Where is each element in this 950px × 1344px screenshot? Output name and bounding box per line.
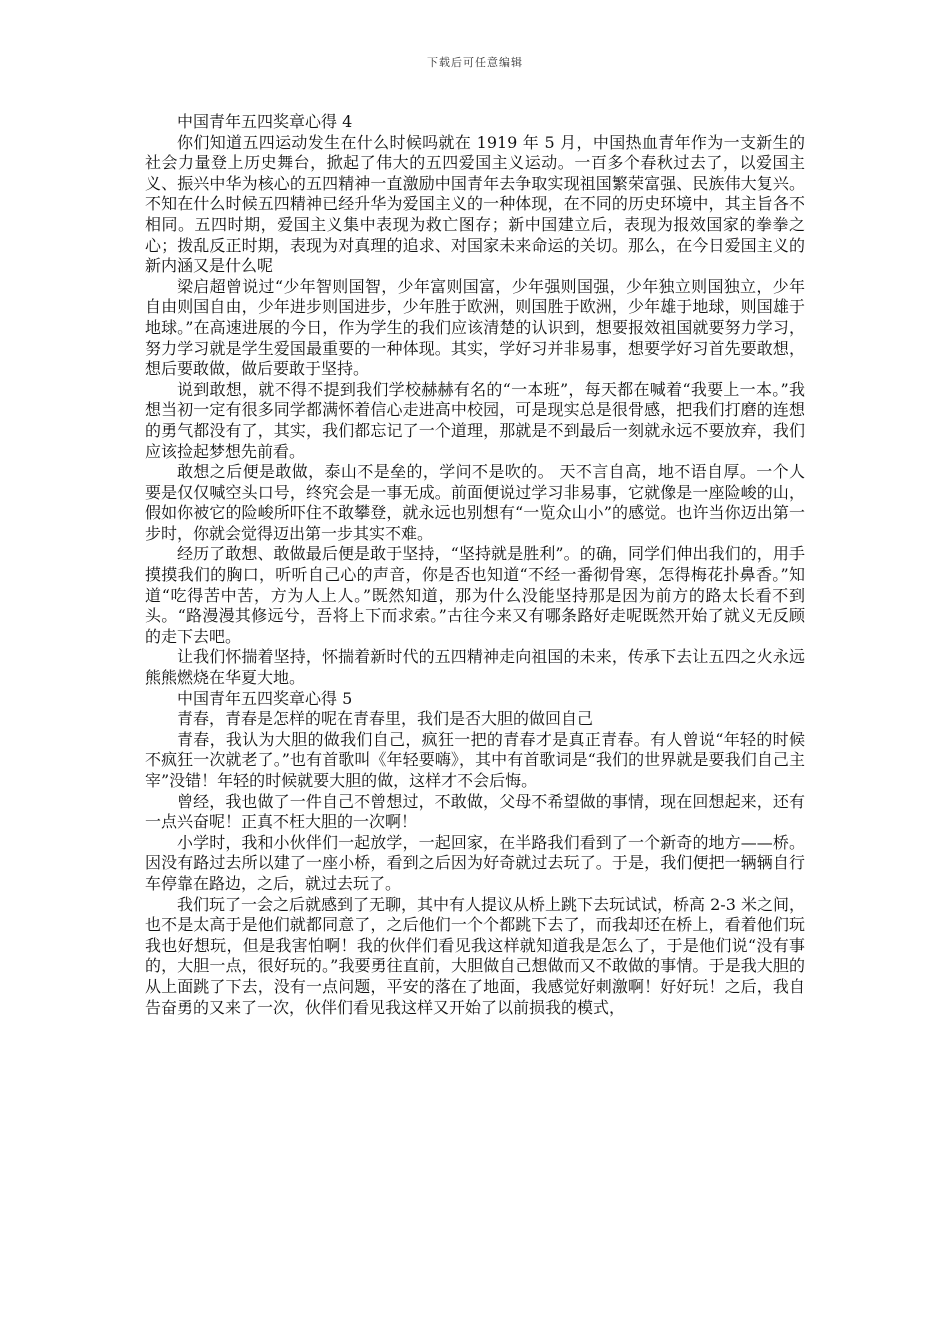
body-paragraph: 青春，青春是怎样的呢在青春里，我们是否大胆的做回自己	[177, 709, 594, 729]
body-paragraph: 敢想之后便是敢做，泰山不是垒的，学问不是吹的。 天不言自高，地不语自厚。一个人要是仅仅喊空头口号，终究会是一事无成。前面便说过学习非易事，它就像是一座险峻的山，假如你被它的险峻所吓住不敢攀登，就永远也别想有“一览众山小”的感觉。也许当你迈出第一步时，你就会觉得迈出第一步其实不难。	[145, 462, 805, 543]
document-body	[145, 112, 805, 1018]
section-title-4: 中国青年五四奖章心得 4	[177, 112, 353, 131]
page-header-watermark: 下载后可任意编辑	[427, 56, 523, 69]
body-paragraph: 说到敢想，就不得不提到我们学校赫赫有名的“一本班”，每天都在喊着“我要上一本。”我想当初一定有很多同学都满怀着信心走进高中校园，可是现实总是很骨感，把我们打磨的连想的勇气都没有了，其实，我们都忘记了一个道理，那就是不到最后一刻就永远不要放弃，我们应该捡起梦想先前看。	[145, 379, 805, 461]
body-paragraph: 青春，我认为大胆的做我们自己，疯狂一把的青春才是真正青春。有人曾说“年轻的时候不疯狂一次就老了。”也有首歌叫《年轻要嗨》，其中有首歌词是“我们的世界就是要我们自己主宰”没错！年轻的时候就要大胆的做，这样才不会后悔。	[145, 729, 805, 790]
body-paragraph: 经历了敢想、敢做最后便是敢于坚持，“坚持就是胜利”。的确，同学们伸出我们的，用手摸摸我们的胸口，听听自己心的声音，你是否也知道“不经一番彻骨寒，怎得梅花扑鼻香。”知道“吃得苦中苦，方为人上人。”既然知道，那为什么没能坚持那是因为前方的路太长看不到头。“路漫漫其修远兮，吾将上下而求索。”古往今来又有哪条路好走呢既然开始了就义无反顾的走下去吧。	[145, 544, 805, 646]
section-title-5: 中国青年五四奖章心得 5	[177, 688, 353, 708]
body-paragraph: 梁启超曾说过“少年智则国智，少年富则国富，少年强则国强，少年独立则国独立，少年自由则国自由，少年进步则国进步，少年胜于欧洲，则国胜于欧洲，少年雄于地球，则国雄于地球。”在高速进展的今日，作为学生的我们应该清楚的认识到，想要报效祖国就要努力学习，努力学习就是学生爱国最重要的一种体现。其实，学好习并非易事，想要学好习首先要敢想，想后要敢做，做后要敢于坚持。	[145, 276, 805, 379]
body-paragraph: 让我们怀揣着坚持，怀揣着新时代的五四精神走向祖国的未来，传承下去让五四之火永远熊熊燃烧在华夏大地。	[145, 647, 805, 688]
body-paragraph: 我们玩了一会之后就感到了无聊，其中有人提议从桥上跳下去玩试试，桥高 2-3 米之间，也不是太高于是他们就都同意了，之后他们一个个都跳下去了，而我却还在桥上，看着他们玩我也好想玩，但是我害怕啊！我的伙伴们看见我这样就知道我是怎么了，于是他们说“没有事的，大胆一点，很好玩的。”我要勇往直前，大胆做自己想做而又不敢做的事情。于是我大胆的从上面跳了下去，没有一点问题，平安的落在了地面，我感觉好刺激啊！好好玩！之后，我自告奋勇的又来了一次，伙伴们看见我这样又开始了以前损我的模式，	[145, 894, 805, 1017]
body-paragraph: 你们知道五四运动发生在什么时候吗就在 1919 年 5 月，中国热血青年作为一支新生的社会力量登上历史舞台，掀起了伟大的五四爱国主义运动。一百多个春秋过去了，以爱国主义、振兴中华为核心的五四精神一直激励中国青年去争取实现祖国繁荣富强、民族伟大复兴。不知在什么时候五四精神已经升华为爱国主义的一种体现，在不同的历史环境中，其主旨各不相同。五四时期，爱国主义集中表现为救亡图存；新中国建立后，表现为报效国家的拳拳之心；拨乱反正时期，表现为对真理的追求、对国家未来命运的关切。那么，在今日爱国主义的新内涵又是什么呢	[145, 132, 805, 276]
body-paragraph: 小学时，我和小伙伴们一起放学，一起回家，在半路我们看到了一个新奇的地方——桥。因没有路过去所以建了一座小桥，看到之后因为好奇就过去玩了。于是，我们便把一辆辆自行车停靠在路边，之后，就过去玩了。	[145, 832, 805, 893]
body-paragraph: 曾经，我也做了一件自己不曾想过，不敢做，父母不希望做的事情，现在回想起来，还有一点兴奋呢！正真不枉大胆的一次啊！	[145, 791, 805, 832]
